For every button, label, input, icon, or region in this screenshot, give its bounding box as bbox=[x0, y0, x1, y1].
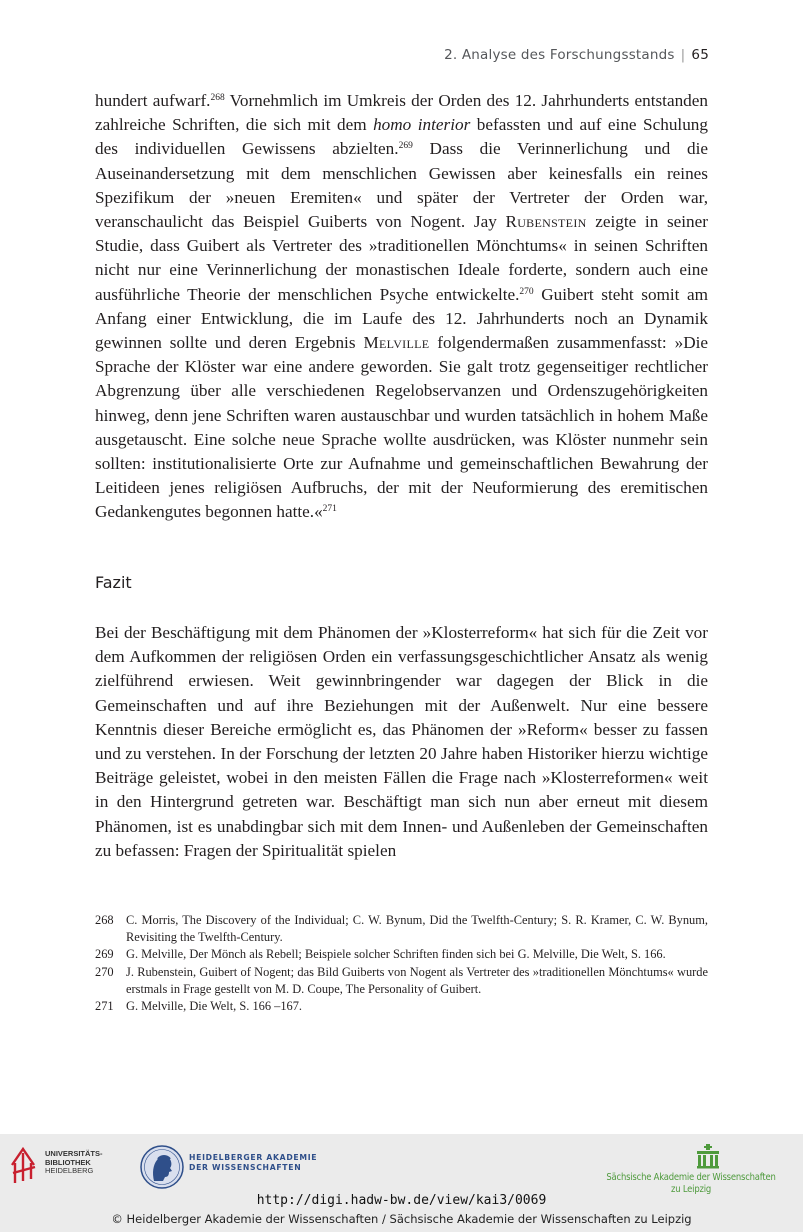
body-paragraph-2: Bei der Beschäftigung mit dem Phänomen der »Klosterreform« hat sich für die Zeit vor dem Aufkommen der religiösen Orden ein verfassungsgeschichtlicher Ansatz als wenig zielführend erwiesen. Weit gewinnbringender war dagegen der Blick in die Gemeinschaften und auf ihre Beziehungen mit der Außenwelt. Nur eine bessere Kenntnis dieser Bereiche ermöglicht es, das Phänomen der »Reform« besser zu fassen und zu verstehen. In der Forschung der letzten 20 Jahre haben Historiker hierzu wichtige Beiträge geleistet, wobei in den meisten Fällen die Frage nach »Klosterreformen« weit in den Hintergrund getreten war. Beschäftigt man sich nun aber erneut mit diesem Phänomen, ist es unabdingbar sich mit dem Innen- und Außenleben der Gemeinschaften zu befassen: Fragen der Spiritualität spielen bbox=[95, 623, 708, 860]
text-run: Guibert steht somit am Anfang einer Entwicklung, die im Laufe des 12. Jahrhunderts noch an Dynamik gewinnen sollte und deren Ergebnis bbox=[95, 284, 708, 353]
footnote-270 bbox=[95, 964, 708, 998]
saxon-academy-emblem-icon[interactable] bbox=[696, 1143, 720, 1169]
saw-line-2: zu Leipzig bbox=[671, 1184, 711, 1195]
academy-medallion-icon[interactable] bbox=[139, 1143, 185, 1191]
term-homo-interior: homo interior bbox=[373, 115, 471, 135]
running-head-separator: | bbox=[680, 47, 686, 63]
footnote-number: 269 bbox=[95, 947, 114, 962]
footnote-text: J. Rubenstein, Guibert of Nogent; das Bild Guiberts von Nogent als Vertreter des »traditionellen Mönchtums« wurde erstmals in Frage gestellt von M. D. Coupe, The Personality of Guibert. bbox=[126, 964, 708, 996]
text-run: Dass die Verinnerlichung und die Auseinandersetzung mit dem menschlichen Gewissen aber keinesfalls ein reines Spezifikum der »neuen Eremiten« und später der Vertreter der Orden war, veranschaulicht das Beispiel Guiberts von Nogent. Jay bbox=[95, 139, 708, 232]
running-head-section: 2. Analyse des Forschungsstands bbox=[444, 47, 675, 63]
footnote-ref-271[interactable]: 271 bbox=[322, 504, 337, 515]
author-name-rubenstein: Rubenstein bbox=[505, 212, 587, 232]
section-heading: Fazit bbox=[95, 573, 132, 592]
footnote-number: 270 bbox=[95, 964, 114, 979]
hadw-line-2: DER WISSENSCHAFTEN bbox=[189, 1163, 302, 1172]
footnote-text: C. Morris, The Discovery of the Individual; C. W. Bynum, Did the Twelfth-Century; S. R. Kramer, C. W. Bynum, Revisiting the Twelfth-Century. bbox=[126, 913, 708, 944]
body-paragraph-1 bbox=[95, 89, 708, 525]
text-run: folgendermaßen zusammenfasst: »Die Sprache der Klöster war eine andere geworden. Sie galt trotz gegenseitiger rechtlicher Abgrenzung über alle verschiedenen Regelobservanzen und Ordenszugehörigkeiten hinweg, denn jene Schriften waren austauschbar und wurden tatsächlich in hohem Maße ausgetauscht. Eine solche neue Sprache wollte ausdrücken, was Klöster nunmehr sein sollten: institutionalisierte Orte zur Aufnahme und gemeinschaftlichen Bewahrung der Leitideen jenes religiösen Aufbruchs, der mit der Neuformierung des eremitischen Gedankengutes begonnen hatte.« bbox=[95, 333, 709, 522]
ub-line-3: HEIDELBERG bbox=[45, 1166, 94, 1176]
document-url-link[interactable]: http://digi.hadw-bw.de/view/kai3/0069 bbox=[256, 1193, 547, 1208]
footnote-ref-269[interactable]: 269 bbox=[398, 141, 413, 152]
ub-line-2: BIBLIOTHEK bbox=[45, 1157, 91, 1167]
academy-heidelberg-name[interactable] bbox=[189, 1153, 317, 1173]
university-library-name[interactable] bbox=[45, 1150, 103, 1176]
footnote-271 bbox=[95, 998, 708, 1015]
footnote-number: 271 bbox=[95, 999, 114, 1014]
page-number: 65 bbox=[691, 47, 709, 63]
footnote-269 bbox=[95, 946, 708, 963]
ub-line-1: UNIVERSITÄTS- bbox=[45, 1149, 103, 1158]
footnotes bbox=[95, 912, 708, 1016]
text-run: zeigte in seiner Studie, dass Guibert als Vertreter des »traditionellen Mönchtums« in seinen Schriften nicht nur eine Verinnerlichung der monastischen Ideale forderte, sondern auch eine ausführliche Theorie der menschlichen Psyche entwickelte. bbox=[95, 212, 708, 304]
footnote-268 bbox=[95, 912, 708, 946]
hadw-line-1: HEIDELBERGER AKADEMIE bbox=[189, 1153, 318, 1162]
copyright-notice: © Heidelberger Akademie der Wissenschaften / Sächsische Akademie der Wissenschaften zu Leipzig bbox=[111, 1212, 692, 1226]
author-name-melville: Melville bbox=[363, 333, 430, 353]
footnote-ref-270[interactable]: 270 bbox=[519, 286, 534, 297]
footnote-number: 268 bbox=[95, 913, 114, 927]
saw-line-1: Sächsische Akademie der Wissenschaften bbox=[606, 1172, 776, 1183]
footnote-ref-268[interactable]: 268 bbox=[210, 93, 225, 103]
footnote-text: G. Melville, Der Mönch als Rebell; Beispiele solcher Schriften finden sich bei G. Melville, Die Welt, S. 166. bbox=[126, 947, 666, 962]
text-run: hundert aufwarf. bbox=[95, 91, 211, 110]
text-run: befassten und auf eine Schulung des individuellen Gewissens abzielten. bbox=[95, 115, 708, 159]
text-run: Vornehmlich im Umkreis der Orden des 12. Jahrhunderts entstanden zahlreiche Schriften, die sich mit dem bbox=[95, 91, 709, 135]
footnote-text: G. Melville, Die Welt, S. 166 –167. bbox=[126, 999, 303, 1014]
running-head bbox=[444, 47, 709, 63]
